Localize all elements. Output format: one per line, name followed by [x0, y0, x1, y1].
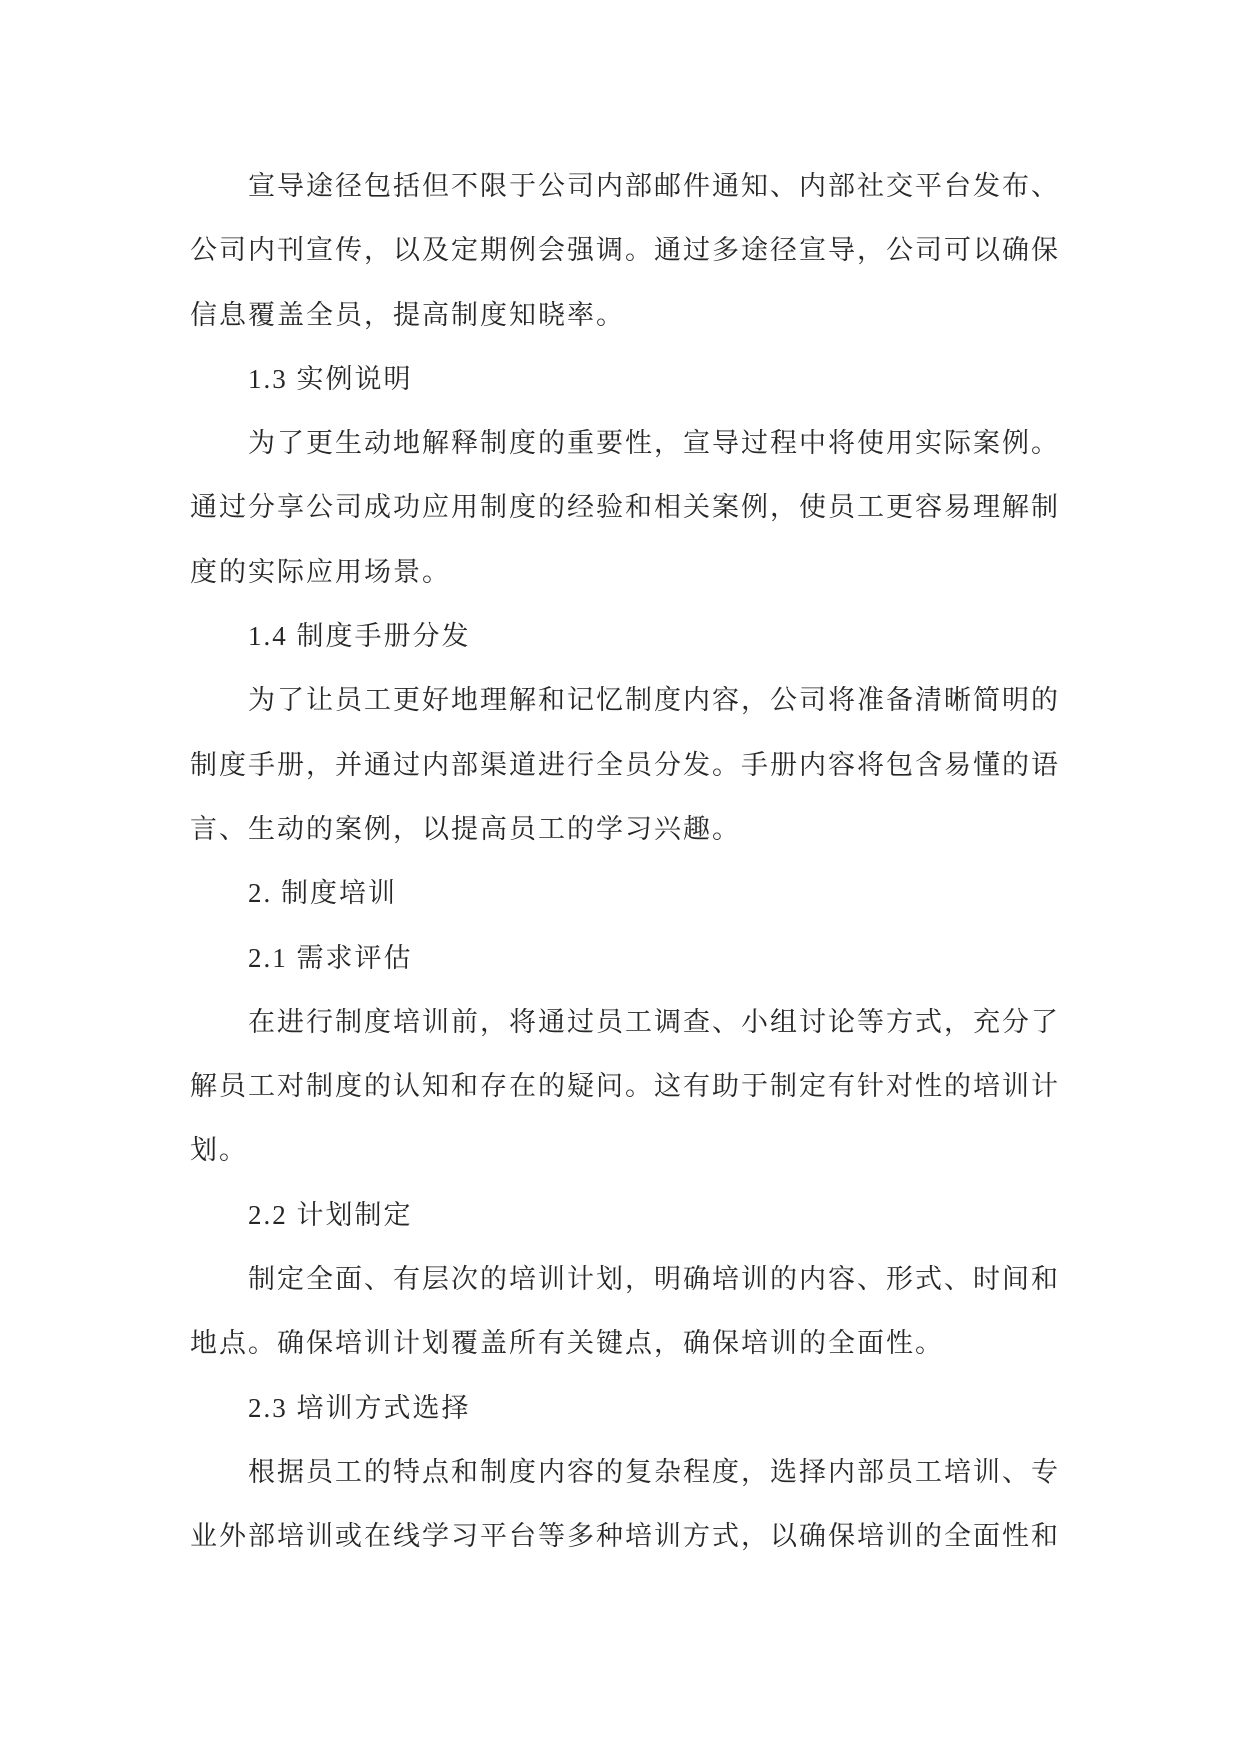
paragraph	[190, 668, 1091, 861]
paragraph	[190, 154, 1091, 347]
paragraph-line: 通过分享公司成功应用制度的经验和相关案例，使员工更容易理解制	[190, 492, 1060, 523]
paragraph-line: 划。	[190, 1135, 248, 1166]
subsection-heading: 2.3 培训方式选择	[248, 1392, 471, 1423]
paragraph	[190, 1440, 1091, 1569]
subsection-heading: 2.2 计划制定	[248, 1199, 413, 1230]
paragraph-line: 信息覆盖全员，提高制度知晓率。	[190, 299, 625, 330]
paragraph-line: 公司内刊宣传，以及定期例会强调。通过多途径宣导，公司可以确保	[190, 235, 1060, 266]
paragraph-line: 为了更生动地解释制度的重要性，宣导过程中将使用实际案例。	[248, 428, 1060, 459]
paragraph	[190, 1247, 1091, 1376]
paragraph-line: 宣导途径包括但不限于公司内部邮件通知、内部社交平台发布、	[248, 171, 1060, 201]
section-heading: 1.4 制度手册分发	[248, 621, 471, 652]
paragraph-line: 地点。确保培训计划覆盖所有关键点，确保培训的全面性。	[190, 1328, 944, 1359]
paragraph-line: 言、生动的案例，以提高员工的学习兴趣。	[190, 813, 741, 844]
paragraph-line: 制定全面、有层次的培训计划，明确培训的内容、形式、时间和	[248, 1264, 1060, 1295]
paragraph-line: 制度手册，并通过内部渠道进行全员分发。手册内容将包含易懂的语	[190, 749, 1060, 780]
paragraph-line: 解员工对制度的认知和存在的疑问。这有助于制定有针对性的培训计	[190, 1071, 1060, 1102]
paragraph	[190, 411, 1091, 604]
paragraph	[190, 990, 1091, 1183]
section-heading: 1.3 实例说明	[248, 363, 413, 394]
subsection-heading: 2.1 需求评估	[248, 942, 413, 973]
paragraph-line: 在进行制度培训前，将通过员工调查、小组讨论等方式，充分了	[248, 1006, 1060, 1037]
paragraph-line: 根据员工的特点和制度内容的复杂程度，选择内部员工培训、专	[248, 1456, 1060, 1487]
section-heading: 2. 制度培训	[248, 878, 397, 909]
paragraph-line: 为了让员工更好地理解和记忆制度内容，公司将准备清晰简明的	[248, 685, 1060, 716]
paragraph-line: 业外部培训或在线学习平台等多种培训方式，以确保培训的全面性和	[190, 1521, 1060, 1552]
paragraph-line: 度的实际应用场景。	[190, 556, 451, 587]
